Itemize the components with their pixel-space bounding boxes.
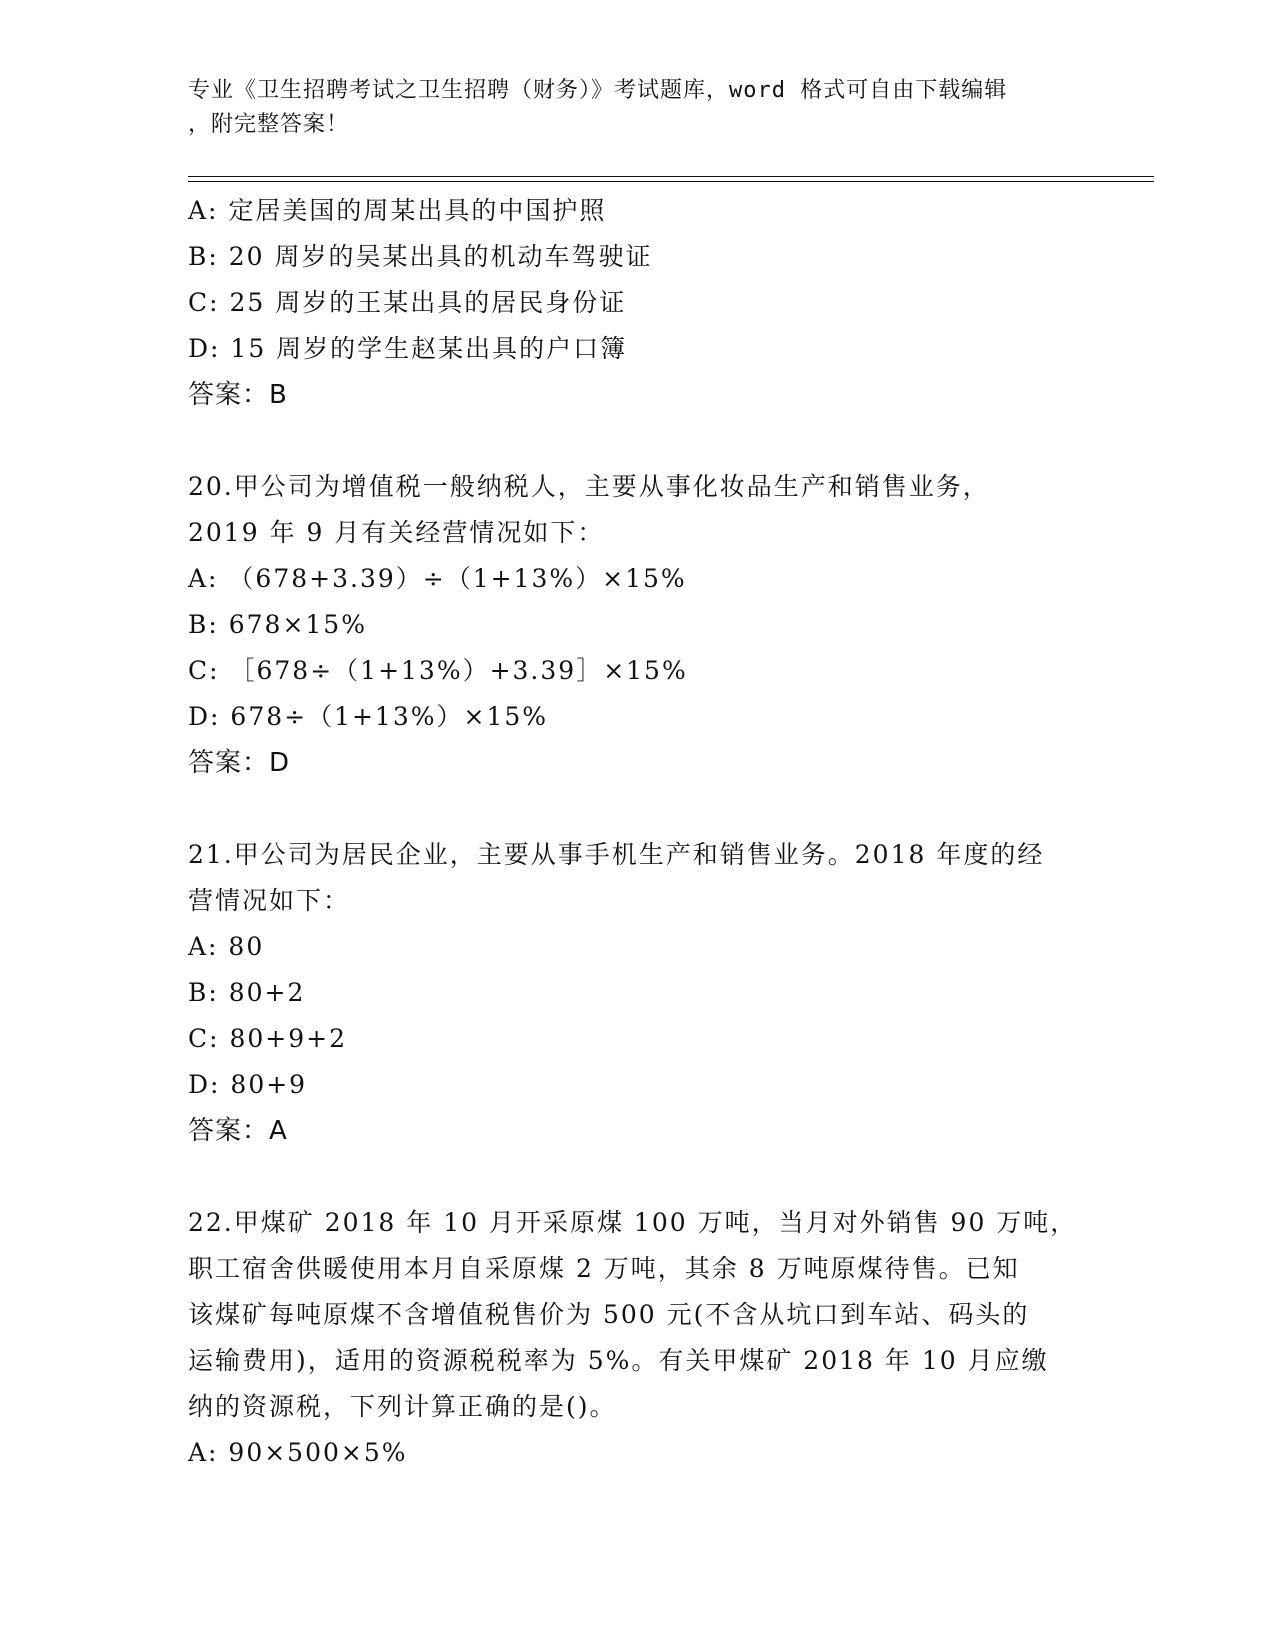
header-divider-bottom bbox=[188, 181, 1154, 182]
question-19 bbox=[188, 188, 1088, 418]
spacer bbox=[188, 786, 1088, 832]
question-stem-line: 职工宿舍供暖使用本月自采原煤 2 万吨，其余 8 万吨原煤待售。已知 bbox=[188, 1254, 1020, 1283]
question-list bbox=[188, 188, 1088, 1476]
document-header bbox=[188, 74, 1088, 142]
option-a: A: （678+3.39）÷（1+13%）×15% bbox=[188, 564, 687, 593]
question-stem-line: 21.甲公司为居民企业，主要从事手机生产和销售业务。2018 年度的经 bbox=[188, 840, 1045, 869]
question-stem-line: 营情况如下： bbox=[188, 886, 351, 915]
option-d: D: 678÷（1+13%）×15% bbox=[188, 702, 549, 731]
answer-label: 答案：D bbox=[188, 748, 291, 778]
question-stem-line: 该煤矿每吨原煤不含增值税售价为 500 元(不含从坑口到车站、码头的 bbox=[188, 1300, 1030, 1329]
header-divider-top bbox=[188, 176, 1154, 177]
option-b: B: 20 周岁的吴某出具的机动车驾驶证 bbox=[188, 242, 653, 271]
option-a: A: 80 bbox=[188, 932, 265, 961]
answer-label: 答案：B bbox=[188, 380, 288, 410]
option-c: C: 80+9+2 bbox=[188, 1024, 348, 1053]
question-stem-line: 纳的资源税，下列计算正确的是()。 bbox=[188, 1392, 617, 1421]
question-stem-line: 2019 年 9 月有关经营情况如下： bbox=[188, 518, 605, 547]
option-d: D: 80+9 bbox=[188, 1070, 308, 1099]
spacer bbox=[188, 418, 1088, 464]
question-20 bbox=[188, 464, 1088, 786]
option-c: C: 25 周岁的王某出具的居民身份证 bbox=[188, 288, 627, 317]
spacer bbox=[188, 1154, 1088, 1200]
option-b: B: 80+2 bbox=[188, 978, 306, 1007]
option-b: B: 678×15% bbox=[188, 610, 367, 639]
header-line-2: ，附完整答案！ bbox=[188, 112, 350, 137]
question-21 bbox=[188, 832, 1088, 1154]
answer-label: 答案：A bbox=[188, 1116, 288, 1146]
question-stem-line: 22.甲煤矿 2018 年 10 月开采原煤 100 万吨，当月对外销售 90 万吨， bbox=[188, 1208, 1078, 1237]
header-line-1: 专业《卫生招聘考试之卫生招聘（财务）》考试题库，word 格式可自由下载编辑 bbox=[188, 78, 1008, 103]
question-stem-line: 运输费用)，适用的资源税税率为 5%。有关甲煤矿 2018 年 10 月应缴 bbox=[188, 1346, 1049, 1375]
option-a: A: 90×500×5% bbox=[188, 1438, 408, 1467]
option-a: A: 定居美国的周某出具的中国护照 bbox=[188, 196, 607, 225]
question-22 bbox=[188, 1200, 1088, 1476]
question-stem-line: 20.甲公司为增值税一般纳税人，主要从事化妆品生产和销售业务， bbox=[188, 472, 990, 501]
option-c: C: ［678÷（1+13%）+3.39］×15% bbox=[188, 656, 688, 685]
option-d: D: 15 周岁的学生赵某出具的户口簿 bbox=[188, 334, 628, 363]
